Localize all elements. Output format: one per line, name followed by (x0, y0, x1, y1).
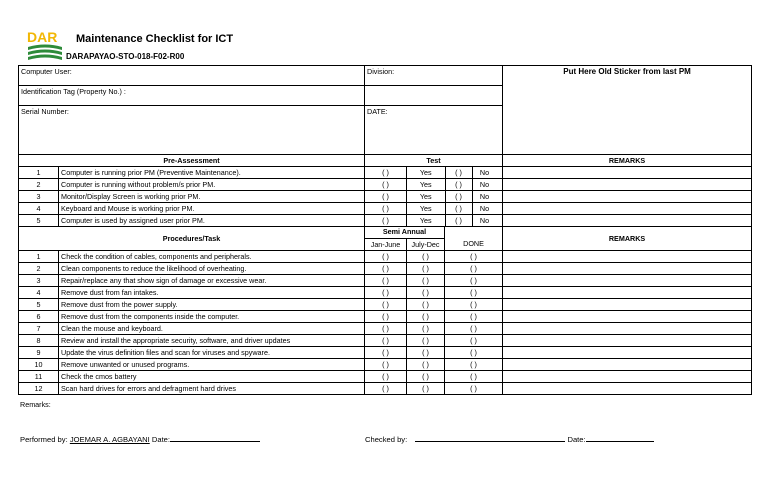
checklist-table (18, 65, 752, 395)
semi-blank (445, 227, 503, 239)
remarks-cell[interactable] (503, 250, 752, 262)
yes-checkbox[interactable]: ( ) (365, 203, 407, 215)
jan-june-checkbox[interactable]: ( ) (365, 322, 407, 334)
performed-date-label: Date: (151, 435, 171, 444)
test-header: Test (365, 155, 503, 167)
jan-june-checkbox[interactable]: ( ) (365, 358, 407, 370)
checked-label: Checked by: (365, 435, 408, 444)
performed-date-line[interactable] (170, 433, 260, 442)
no-label: No (479, 192, 490, 201)
procedure-row (19, 250, 752, 262)
remarks-cell[interactable] (503, 274, 752, 286)
remarks-cell[interactable] (503, 334, 752, 346)
row-number: 3 (19, 191, 59, 203)
july-dec-checkbox[interactable]: ( ) (407, 262, 445, 274)
done-checkbox[interactable]: ( ) (445, 298, 503, 310)
no-label: No (479, 204, 490, 213)
row-number: 7 (19, 322, 59, 334)
row-text: Repair/replace any that show sign of damage or excessive wear. (59, 274, 365, 286)
no-label: No (479, 216, 490, 225)
done-checkbox[interactable]: ( ) (445, 250, 503, 262)
division-blank (365, 86, 503, 106)
procedure-row (19, 310, 752, 322)
no-cell (445, 179, 503, 191)
yes-label: Yes (407, 203, 445, 215)
july-dec-checkbox[interactable]: ( ) (407, 298, 445, 310)
pre-assessment-row (19, 179, 752, 191)
no-cell (445, 203, 503, 215)
performed-name: JOEMAR A. AGBAYANI (69, 435, 150, 444)
remarks-cell[interactable] (503, 298, 752, 310)
no-cell (445, 167, 503, 179)
no-label: No (479, 180, 490, 189)
checked-date-label: Date: (567, 435, 586, 444)
remarks-cell[interactable] (503, 191, 752, 203)
row-number: 3 (19, 274, 59, 286)
remarks-cell[interactable] (503, 286, 752, 298)
yes-checkbox[interactable]: ( ) (365, 179, 407, 191)
row-number: 11 (19, 370, 59, 382)
yes-label: Yes (407, 179, 445, 191)
remarks-cell[interactable] (503, 358, 752, 370)
id-tag-field: Identification Tag (Property No.) : (19, 86, 365, 106)
jan-june-checkbox[interactable]: ( ) (365, 250, 407, 262)
jan-june-checkbox[interactable]: ( ) (365, 334, 407, 346)
remarks-label: Remarks: (20, 400, 51, 409)
row-number: 2 (19, 179, 59, 191)
no-cell (445, 191, 503, 203)
procedure-row (19, 370, 752, 382)
logo-text: DAR (27, 29, 58, 45)
pre-assessment-header: Pre-Assessment (19, 155, 365, 167)
performed-label: Performed by: (20, 435, 68, 444)
done-checkbox[interactable]: ( ) (445, 310, 503, 322)
july-dec-checkbox[interactable]: ( ) (407, 322, 445, 334)
done-checkbox[interactable]: ( ) (445, 358, 503, 370)
serial-field: Serial Number: (19, 106, 365, 155)
remarks-cell[interactable] (503, 322, 752, 334)
procedures-header: Procedures/Task (19, 227, 365, 251)
procedure-row (19, 286, 752, 298)
no-checkbox[interactable]: ( ) (445, 191, 473, 202)
row-number: 5 (19, 215, 59, 227)
yes-checkbox[interactable]: ( ) (365, 215, 407, 227)
done-header: DONE (445, 238, 503, 250)
dar-logo (26, 29, 64, 63)
performed-by (20, 433, 260, 444)
row-number: 5 (19, 298, 59, 310)
pre-assessment-row (19, 203, 752, 215)
july-dec-checkbox[interactable]: ( ) (407, 358, 445, 370)
proc-remarks-header: REMARKS (503, 227, 752, 251)
no-cell (445, 215, 503, 227)
row-number: 4 (19, 286, 59, 298)
procedure-row (19, 382, 752, 394)
row-number: 2 (19, 262, 59, 274)
done-checkbox[interactable]: ( ) (445, 286, 503, 298)
remarks-cell[interactable] (503, 370, 752, 382)
no-label: No (479, 168, 490, 177)
july-dec-header: July-Dec (407, 238, 445, 250)
row-text: Remove dust from fan intakes. (59, 286, 365, 298)
jan-june-checkbox[interactable]: ( ) (365, 298, 407, 310)
no-checkbox[interactable]: ( ) (445, 167, 473, 178)
remarks-cell[interactable] (503, 203, 752, 215)
jan-june-checkbox[interactable]: ( ) (365, 310, 407, 322)
done-checkbox[interactable]: ( ) (445, 322, 503, 334)
row-text: Remove dust from the components inside the computer. (59, 310, 365, 322)
remarks-cell[interactable] (503, 346, 752, 358)
remarks-cell[interactable] (503, 179, 752, 191)
july-dec-checkbox[interactable]: ( ) (407, 250, 445, 262)
row-number: 1 (19, 250, 59, 262)
procedure-row (19, 358, 752, 370)
procedure-row (19, 346, 752, 358)
row-text: Monitor/Display Screen is working prior PM. (59, 191, 365, 203)
july-dec-checkbox[interactable]: ( ) (407, 370, 445, 382)
row-text: Review and install the appropriate security, software, and driver updates (59, 334, 365, 346)
date-field: DATE: (365, 106, 503, 155)
semi-annual-header: Semi Annual (365, 227, 445, 239)
row-text: Keyboard and Mouse is working prior PM. (59, 203, 365, 215)
row-number: 4 (19, 203, 59, 215)
row-number: 6 (19, 310, 59, 322)
july-dec-checkbox[interactable]: ( ) (407, 334, 445, 346)
jan-june-checkbox[interactable]: ( ) (365, 346, 407, 358)
yes-label: Yes (407, 167, 445, 179)
no-checkbox[interactable]: ( ) (445, 203, 473, 214)
row-text: Clean components to reduce the likelihood of overheating. (59, 262, 365, 274)
remarks-cell[interactable] (503, 310, 752, 322)
remarks-cell[interactable] (503, 262, 752, 274)
row-number: 9 (19, 346, 59, 358)
row-text: Scan hard drives for errors and defragment hard drives (59, 382, 365, 394)
done-checkbox[interactable]: ( ) (445, 274, 503, 286)
row-number: 1 (19, 167, 59, 179)
row-text: Clean the mouse and keyboard. (59, 322, 365, 334)
jan-june-checkbox[interactable]: ( ) (365, 274, 407, 286)
jan-june-checkbox[interactable]: ( ) (365, 286, 407, 298)
remarks-cell[interactable] (503, 382, 752, 394)
pre-assessment-row (19, 215, 752, 227)
pre-assessment-row (19, 191, 752, 203)
checked-date-line[interactable] (586, 433, 654, 442)
done-checkbox[interactable]: ( ) (445, 346, 503, 358)
computer-user-field: Computer User: (19, 66, 365, 86)
done-checkbox[interactable]: ( ) (445, 370, 503, 382)
jan-june-checkbox[interactable]: ( ) (365, 382, 407, 394)
sticker-area: Put Here Old Sticker from last PM (503, 66, 752, 155)
done-checkbox[interactable]: ( ) (445, 382, 503, 394)
checked-by-line[interactable] (415, 433, 565, 442)
row-number: 10 (19, 358, 59, 370)
row-text: Check the cmos battery (59, 370, 365, 382)
july-dec-checkbox[interactable]: ( ) (407, 346, 445, 358)
page-title: Maintenance Checklist for ICT (76, 33, 234, 45)
july-dec-checkbox[interactable]: ( ) (407, 274, 445, 286)
procedure-row (19, 334, 752, 346)
row-text: Remove unwanted or unused programs. (59, 358, 365, 370)
no-checkbox[interactable]: ( ) (445, 215, 473, 226)
procedure-row (19, 298, 752, 310)
yes-label: Yes (407, 215, 445, 227)
remarks-cell[interactable] (503, 215, 752, 227)
row-text: Remove dust from the power supply. (59, 298, 365, 310)
document-code: DARAPAYAO-STO-018-F02-R00 (66, 52, 185, 61)
checked-by (365, 433, 654, 444)
row-text: Update the virus definition files and scan for viruses and spyware. (59, 346, 365, 358)
pre-remarks-header: REMARKS (503, 155, 752, 167)
july-dec-checkbox[interactable]: ( ) (407, 286, 445, 298)
no-checkbox[interactable]: ( ) (445, 179, 473, 190)
done-checkbox[interactable]: ( ) (445, 262, 503, 274)
row-text: Computer is used by assigned user prior PM. (59, 215, 365, 227)
procedure-row (19, 322, 752, 334)
done-checkbox[interactable]: ( ) (445, 334, 503, 346)
yes-label: Yes (407, 191, 445, 203)
procedure-row (19, 274, 752, 286)
july-dec-checkbox[interactable]: ( ) (407, 382, 445, 394)
jan-june-checkbox[interactable]: ( ) (365, 370, 407, 382)
division-field: Division: (365, 66, 503, 86)
remarks-cell[interactable] (503, 167, 752, 179)
yes-checkbox[interactable]: ( ) (365, 167, 407, 179)
row-text: Computer is running prior PM (Preventive Maintenance). (59, 167, 365, 179)
procedure-row (19, 262, 752, 274)
pre-assessment-row (19, 167, 752, 179)
july-dec-checkbox[interactable]: ( ) (407, 310, 445, 322)
jan-june-header: Jan-June (365, 238, 407, 250)
row-text: Check the condition of cables, components and peripherals. (59, 250, 365, 262)
row-text: Computer is running without problem/s prior PM. (59, 179, 365, 191)
row-number: 12 (19, 382, 59, 394)
jan-june-checkbox[interactable]: ( ) (365, 262, 407, 274)
row-number: 8 (19, 334, 59, 346)
yes-checkbox[interactable]: ( ) (365, 191, 407, 203)
